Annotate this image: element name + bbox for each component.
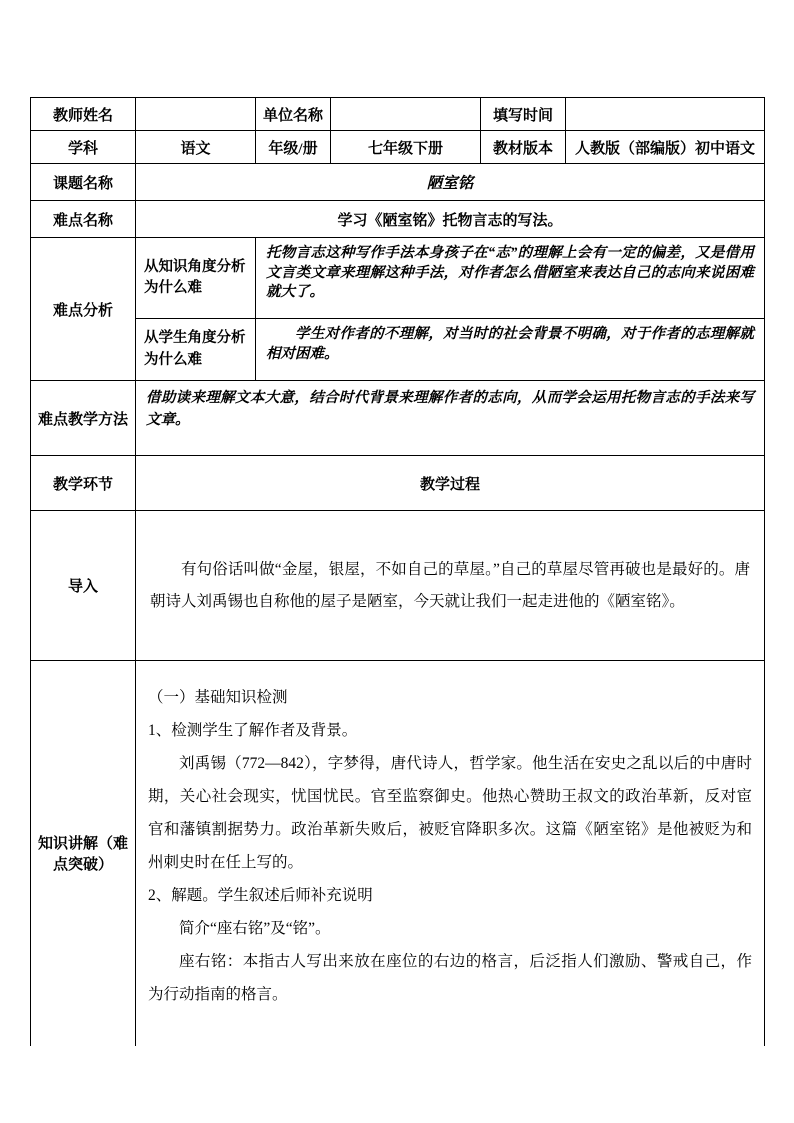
student-angle-text: 学生对作者的不理解，对当时的社会背景不明确，对于作者的志理解就相对困难。 — [256, 319, 765, 381]
edition-value: 人教版（部编版）初中语文 — [566, 131, 765, 164]
unit-name-value — [331, 98, 481, 131]
difficulty-analysis-label: 难点分析 — [31, 238, 136, 381]
stage-label: 教学环节 — [31, 456, 136, 511]
header-row — [31, 98, 765, 131]
knowledge-label: 知识讲解（难点突破） — [31, 661, 136, 1046]
knowledge-paragraph: 2、解题。学生叙述后师补充说明 — [148, 887, 373, 904]
lesson-plan-table — [30, 97, 765, 1046]
knowledge-angle-label: 从知识角度分析为什么难 — [136, 238, 256, 319]
grade-value: 七年级下册 — [331, 131, 481, 164]
knowledge-paragraph: 座右铭：本指古人写出来放在座位的右边的格言，后泛指人们激励、警戒自己，作为行动指南的格言。 — [148, 953, 752, 1003]
difficulty-name-value: 学习《陋室铭》托物言志的写法。 — [136, 201, 765, 238]
fill-time-value — [566, 98, 765, 131]
topic-label: 课题名称 — [31, 164, 136, 201]
meta-row — [31, 131, 765, 164]
knowledge-paragraph: 1、检测学生了解作者及背景。 — [148, 722, 358, 739]
teaching-method-row — [31, 381, 765, 456]
subject-value: 语文 — [136, 131, 256, 164]
knowledge-angle-text: 托物言志这种写作手法本身孩子在“志”的理解上会有一定的偏差，又是借用文言类文章来理解这种手法，对作者怎么借陋室来表达自己的志向来说困难就大了。 — [256, 238, 765, 319]
stage-row — [31, 456, 765, 511]
intro-text: 有句俗话叫做“金屋，银屋，不如自己的草屋。”自己的草屋尽管再破也是最好的。唐朝诗人刘禹锡也自称他的屋子是陋室，今天就让我们一起走进他的《陋室铭》。 — [136, 511, 765, 661]
teacher-name-label: 教师姓名 — [31, 98, 136, 131]
edition-label: 教材版本 — [481, 131, 566, 164]
difficulty-analysis-knowledge-row — [31, 238, 765, 319]
stage-value: 教学过程 — [136, 456, 765, 511]
unit-name-label: 单位名称 — [256, 98, 331, 131]
difficulty-name-label: 难点名称 — [31, 201, 136, 238]
student-angle-label: 从学生角度分析为什么难 — [136, 319, 256, 381]
teaching-method-label: 难点教学方法 — [31, 381, 136, 456]
knowledge-paragraph: 简介“座右铭”及“铭”。 — [179, 920, 331, 937]
difficulty-analysis-student-row — [31, 319, 765, 381]
difficulty-name-row — [31, 201, 765, 238]
topic-row — [31, 164, 765, 201]
knowledge-paragraph: 刘禹锡（772—842），字梦得，唐代诗人，哲学家。他生活在安史之乱以后的中唐时期，关心社会现实，忧国忧民。官至监察御史。他热心赞助王叔文的政治革新，反对宦官和藩镇割据势力。政治革新失败后，被贬官降职多次。这篇《陋室铭》是他被贬为和州刺史时在任上写的。 — [148, 755, 752, 871]
topic-value: 陋室铭 — [136, 164, 765, 201]
intro-label: 导入 — [31, 511, 136, 661]
knowledge-content — [136, 661, 765, 1046]
grade-label: 年级/册 — [256, 131, 331, 164]
teacher-name-value — [136, 98, 256, 131]
teaching-method-text: 借助读来理解文本大意，结合时代背景来理解作者的志向，从而学会运用托物言志的手法来写文章。 — [136, 381, 765, 456]
subject-label: 学科 — [31, 131, 136, 164]
intro-row — [31, 511, 765, 661]
knowledge-paragraph: （一）基础知识检测 — [148, 689, 288, 706]
knowledge-row — [31, 661, 765, 1046]
fill-time-label: 填写时间 — [481, 98, 566, 131]
